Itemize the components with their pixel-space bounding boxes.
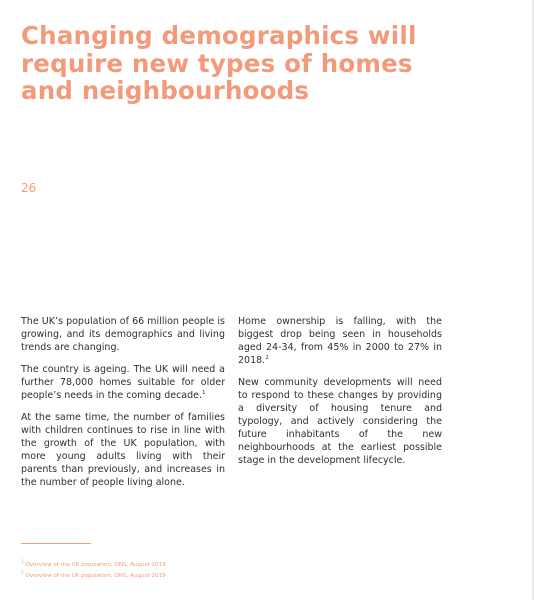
- paragraph-families-text: At the same time, the number of families with children continues to rise in line with the growth of the UK population, with more young adults living with their parents than previously, and increases in the number of people living alone.: [21, 412, 225, 488]
- paragraph-home-ownership: [238, 315, 442, 367]
- heading-line-3: and neighbourhoods: [21, 76, 310, 105]
- footnote-reference-2[interactable]: 2: [265, 354, 269, 361]
- heading-line-2: require new types of homes: [21, 48, 413, 78]
- paragraph-ageing: [21, 363, 225, 402]
- left-column: [21, 315, 225, 498]
- paragraph-home-ownership-text: Home ownership is falling, with the biggest drop being seen in households aged 24-34, from 45% in 2000 to 27% in 2018.: [238, 316, 442, 366]
- footnotes: [21, 558, 321, 580]
- paragraph-population: [21, 315, 225, 354]
- heading-line-1: Changing demographics will: [21, 21, 417, 50]
- footnote-1: [21, 558, 321, 569]
- paragraph-community-developments: [238, 376, 442, 467]
- footnote-1-marker: 1: [21, 559, 24, 564]
- right-column: [238, 315, 442, 476]
- footnote-1-text: Overview of the UK population, ONS, August 2019: [23, 561, 166, 568]
- paragraph-ageing-text: The country is ageing. The UK will need a further 78,000 homes suitable for older people’s needs in the coming decade.: [21, 364, 225, 401]
- footnote-2-text: Overview of the UK population, ONS, August 2019: [23, 572, 166, 579]
- footnote-reference-1[interactable]: 1: [202, 389, 206, 396]
- paragraph-population-text: The UK’s population of 66 million people is growing, and its demographics and living trends are changing.: [21, 316, 225, 353]
- paragraph-community-developments-text: New community developments will need to respond to these changes by providing a diversity of housing tenure and typology, and actively considering the future inhabitants of the new neighbourhoods at the earliest possible stage in the development lifecycle.: [238, 377, 442, 466]
- footnote-2: [21, 569, 321, 580]
- footnote-divider: [21, 543, 91, 544]
- footnote-2-marker: 2: [21, 569, 24, 575]
- page-heading: [21, 22, 421, 105]
- page-number: 26: [21, 181, 37, 195]
- paragraph-families: [21, 411, 225, 489]
